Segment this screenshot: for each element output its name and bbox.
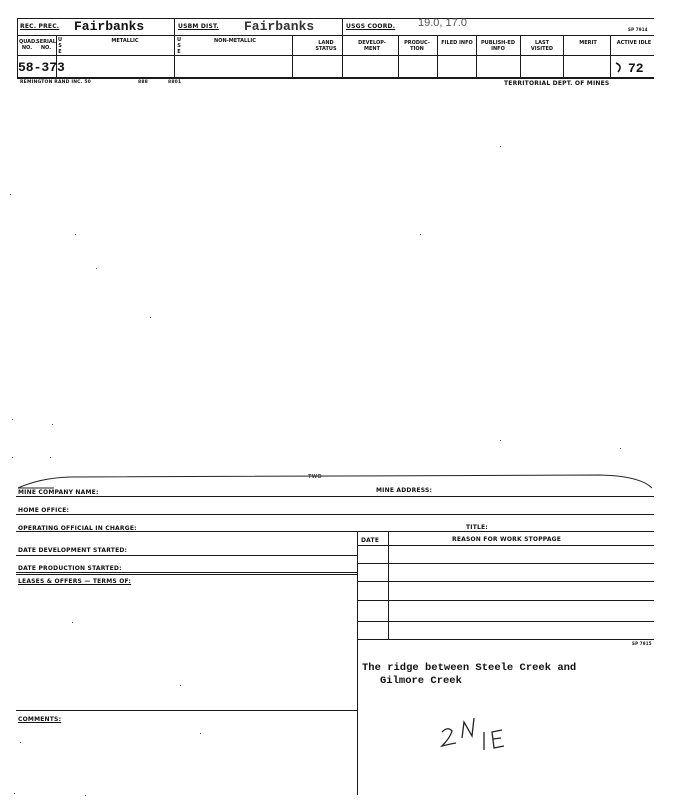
location-note-line-1: The ridge between Steele Creek and — [362, 662, 577, 674]
operating-official-label: OPERATING OFFICIAL IN CHARGE: — [18, 525, 137, 532]
footer-left: REMINGTON RAND INC. 50 — [20, 80, 91, 85]
mine-address-label: MINE ADDRESS: — [376, 487, 433, 494]
top-card-number: SP 7914 — [628, 27, 648, 32]
quad-serial-value: 58-373 — [18, 60, 65, 75]
comments-label: COMMENTS: — [18, 716, 62, 723]
footer-right: TERRITORIAL DEPT. OF MINES — [504, 80, 610, 87]
uses-dist-value: Fairbanks — [244, 19, 315, 34]
uses-dist-label: USBM DIST. — [178, 23, 219, 30]
active-idle-value: 72 — [628, 61, 644, 76]
date-dev-started-label: DATE DEVELOPMENT STARTED: — [18, 547, 128, 554]
col-last-visited: LAST VISITED — [530, 40, 554, 52]
col-use-1: U S E — [58, 37, 63, 55]
home-office-label: HOME OFFICE: — [18, 507, 70, 514]
footer-mid-1: 888 — [138, 80, 148, 85]
col-serial-no: SERIAL NO. — [36, 39, 56, 51]
handwriting-icon — [438, 710, 528, 760]
leases-label: LEASES & OFFERS — TERMS OF: — [18, 578, 132, 585]
col-published-info: PUBLISH-ED INFO — [480, 40, 515, 52]
reason-stoppage-label: REASON FOR WORK STOPPAGE — [452, 536, 562, 543]
idle-mark-icon — [613, 60, 625, 79]
coords-value: 19.0, 17.0 — [418, 17, 467, 29]
footer-mid-2: 8801 — [168, 80, 182, 85]
col-development: DEVELOP-MENT — [358, 40, 386, 52]
col-active-idle: ACTIVE IDLE — [616, 40, 652, 46]
bottom-card-number: SP 7915 — [632, 641, 652, 646]
dist-label: REC. PREC. — [20, 23, 60, 30]
col-non-metallic: NON-METALLIC — [214, 38, 256, 44]
title-label: TITLE: — [466, 524, 488, 531]
district-value: Fairbanks — [74, 19, 145, 34]
col-production: PRODUC-TION — [404, 40, 430, 52]
date-prod-started-label: DATE PRODUCTION STARTED: — [18, 565, 122, 572]
date-col-label: DATE — [361, 537, 380, 544]
col-use-2: U S E — [177, 37, 182, 55]
col-land-status: LAND STATUS — [315, 40, 337, 52]
location-note-line-2: Gilmore Creek — [380, 675, 462, 687]
col-merit: MERIT — [579, 40, 597, 46]
col-filed-info: FILED INFO — [441, 40, 473, 46]
mine-company-name-label: MINE COMPANY NAME: — [18, 489, 99, 496]
col-metallic: METALLIC — [111, 38, 139, 44]
center-mark: TWO — [308, 474, 322, 480]
col-quad-no: QUAD. NO. — [19, 39, 38, 51]
uses-coord-label: USGS COORD. — [346, 23, 396, 30]
card-top-edge — [0, 470, 678, 492]
